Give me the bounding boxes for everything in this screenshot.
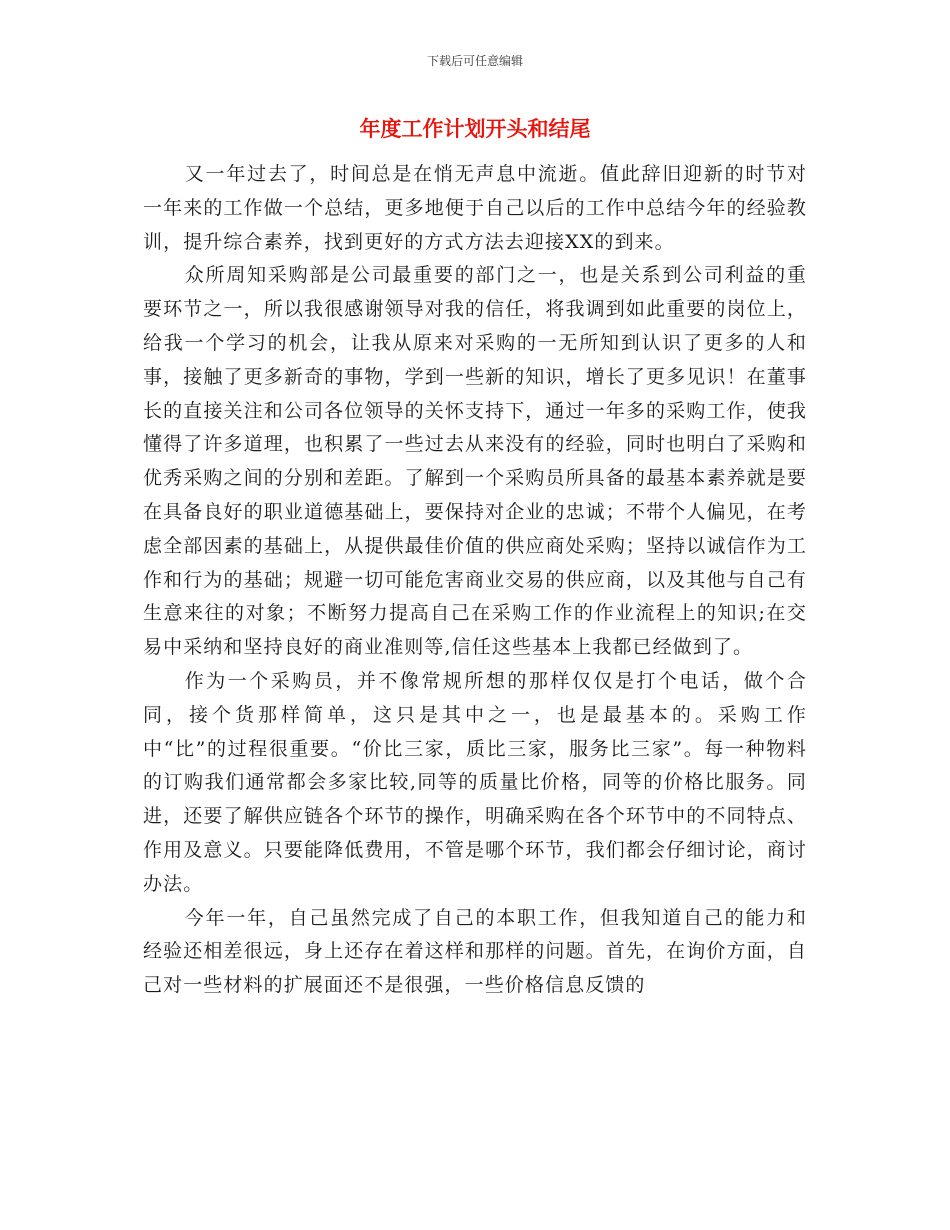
paragraph-3: 作为一个采购员，并不像常规所想的那样仅仅是打个电话，做个合同，接个货那样简单，这只是其中之一，也是最基本的。采购工作中“比”的过程很重要。“价比三家，质比三家，服务比三家”。每一种物料的订购我们通常都会多家比较,同等的质量比价格，同等的价格比服务。同进，还要了解供应链各个环节的操作，明确采购在各个环节中的不同特点、作用及意义。只要能降低费用，不管是哪个环节，我们都会仔细讨论，商讨办法。 bbox=[143, 669, 807, 895]
page-header: 下载后可任意编辑 bbox=[426, 54, 523, 68]
paragraph-4: 今年一年，自己虽然完成了自己的本职工作，但我知道自己的能力和经验还相差很远，身上还存在着这样和那样的问题。首先，在询价方面，自己对一些材料的扩展面还不是很强，一些价格信息反馈的 bbox=[143, 906, 807, 997]
document-title: 年度工作计划开头和结尾 bbox=[359, 117, 591, 141]
paragraph-2: 众所周知采购部是公司最重要的部门之一，也是关系到公司利益的重要环节之一，所以我很感谢领导对我的信任，将我调到如此重要的岗位上，给我一个学习的机会，让我从原来对采购的一无所知到认识了更多的人和事，接触了更多新奇的事物，学到一些新的知识，增长了更多见识！在董事长的直接关注和公司各位领导的关怀支持下，通过一年多的采购工作，使我懂得了许多道理，也积累了一些过去从来没有的经验，同时也明白了采购和优秀采购之间的分别和差距。了解到一个采购员所具备的最基本素养就是要在具备良好的职业道德基础上，要保持对企业的忠诚；不带个人偏见，在考虑全部因素的基础上，从提供最佳价值的供应商处采购；坚持以诚信作为工作和行为的基础；规避一切可能危害商业交易的供应商，以及其他与自己有生意来往的对象；不断努力提高自己在采购工作的作业流程上的知识;在交易中采纳和坚持良好的商业准则等,信任这些基本上我都已经做到了。 bbox=[143, 264, 807, 659]
document-body bbox=[143, 158, 807, 1003]
paragraph-1: 又一年过去了，时间总是在悄无声息中流逝。值此辞旧迎新的时节对一年来的工作做一个总结，更多地便于自己以后的工作中总结今年的经验教训，提升综合素养，找到更好的方式方法去迎接XX的到来。 bbox=[143, 163, 807, 253]
